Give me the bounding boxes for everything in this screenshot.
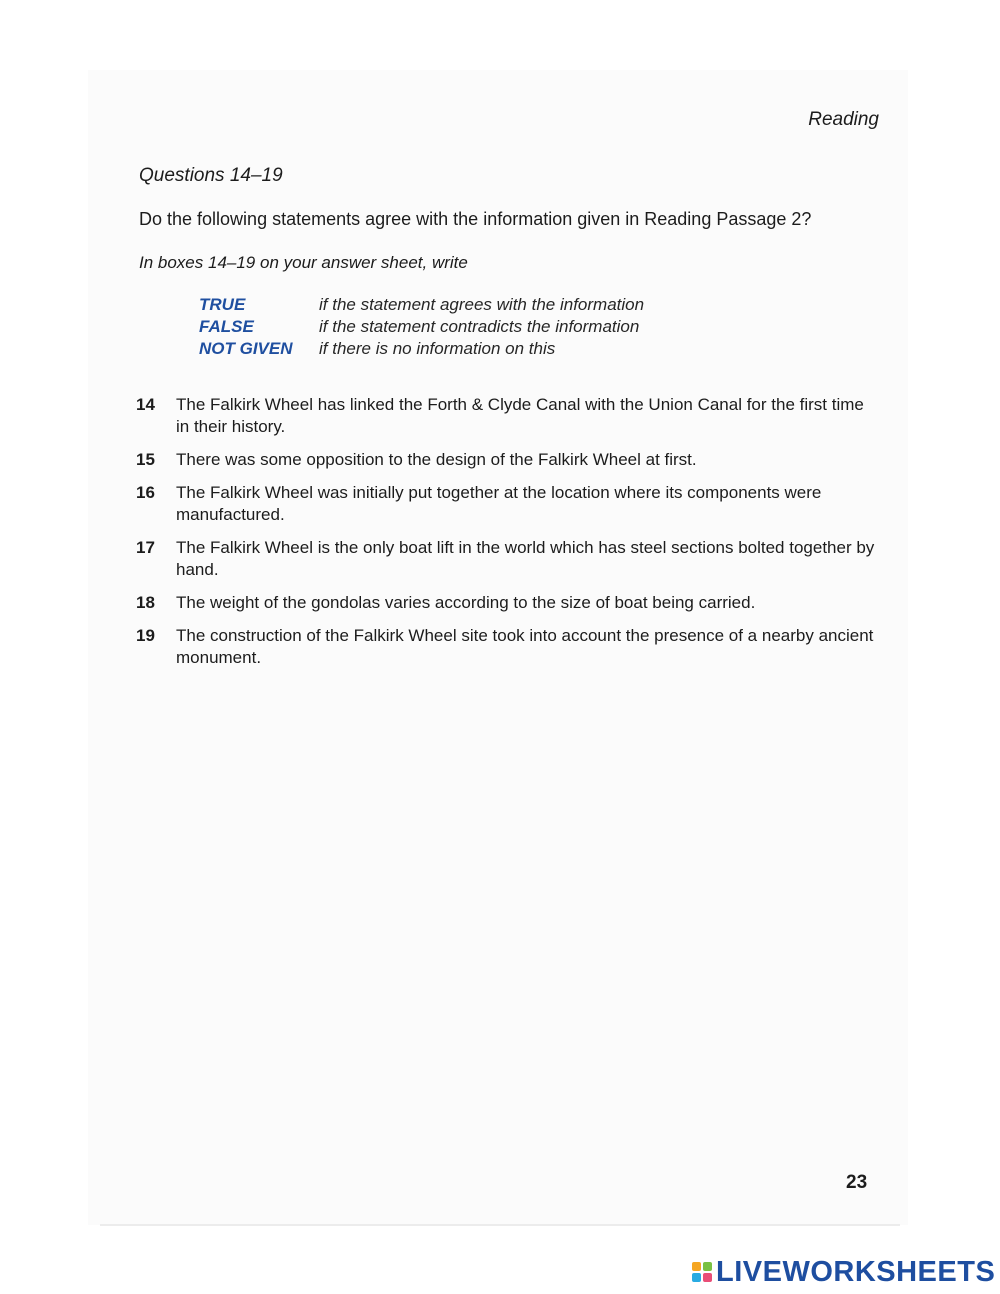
- question-number: 15: [136, 450, 155, 469]
- question-text: There was some opposition to the design of the Falkirk Wheel at first.: [176, 450, 697, 469]
- question-number: 18: [136, 593, 155, 612]
- question-16: [136, 482, 876, 526]
- question-17: [136, 537, 876, 581]
- logo-square-icon: [703, 1273, 712, 1282]
- logo-square-icon: [703, 1262, 712, 1271]
- answer-key-table: [199, 295, 644, 361]
- question-text: The construction of the Falkirk Wheel site took into account the presence of a nearby ancient monument.: [176, 626, 874, 667]
- answer-key-term: TRUE: [199, 295, 246, 314]
- questions-heading: Questions 14–19: [139, 165, 283, 186]
- question-text: The Falkirk Wheel has linked the Forth & Clyde Canal with the Union Canal for the first time in their history.: [176, 395, 864, 436]
- question-text: The Falkirk Wheel was initially put together at the location where its components were manufactured.: [176, 483, 822, 524]
- answer-sheet-instruction: In boxes 14–19 on your answer sheet, write: [139, 253, 468, 272]
- page-number: 23: [846, 1172, 868, 1193]
- question-number: 14: [136, 395, 155, 414]
- answer-key-term: FALSE: [199, 317, 254, 336]
- question-text: The Falkirk Wheel is the only boat lift in the world which has steel sections bolted together by hand.: [176, 538, 875, 579]
- instruction-text: Do the following statements agree with the information given in Reading Passage 2?: [139, 209, 812, 229]
- question-number: 19: [136, 626, 155, 645]
- answer-key-description: if the statement contradicts the information: [319, 317, 640, 336]
- logo-square-icon: [692, 1273, 701, 1282]
- question-15: [136, 449, 876, 471]
- section-label: Reading: [808, 109, 879, 130]
- question-list: [136, 394, 876, 680]
- question-19: [136, 625, 876, 669]
- answer-key-description: if the statement agrees with the information: [319, 295, 645, 314]
- page-edge-divider: [100, 1224, 900, 1226]
- question-number: 17: [136, 538, 155, 557]
- question-number: 16: [136, 483, 155, 502]
- question-text: The weight of the gondolas varies according to the size of boat being carried.: [176, 593, 756, 612]
- liveworksheets-logo-icon: [692, 1262, 712, 1282]
- answer-key-row-not-given: [199, 339, 644, 361]
- liveworksheets-logo[interactable]: [692, 1256, 995, 1288]
- question-14: [136, 394, 876, 438]
- answer-key-row-true: [199, 295, 644, 317]
- answer-key-description: if there is no information on this: [319, 339, 556, 358]
- liveworksheets-logo-text: LIVEWORKSHEETS: [716, 1256, 996, 1288]
- answer-key-row-false: [199, 317, 644, 339]
- logo-square-icon: [692, 1262, 701, 1271]
- answer-key-term: NOT GIVEN: [199, 339, 293, 358]
- question-18: [136, 592, 876, 614]
